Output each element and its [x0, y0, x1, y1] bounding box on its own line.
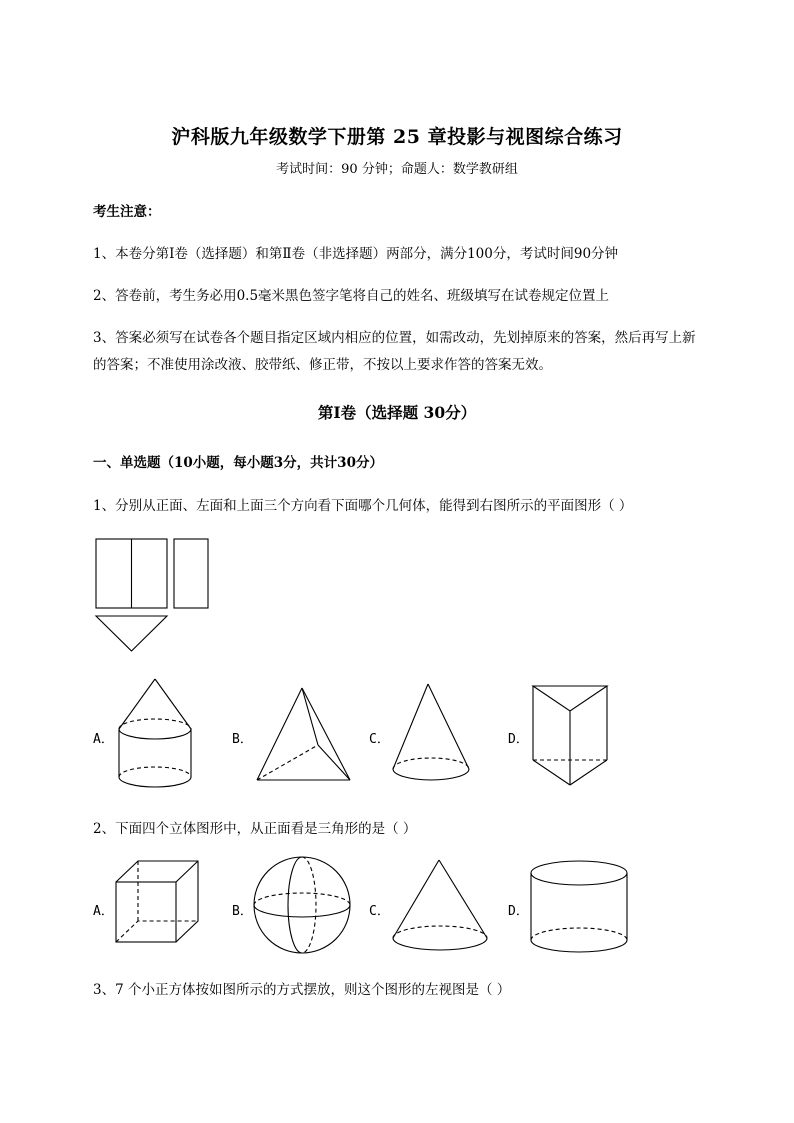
q1-option-c-label[interactable]: C．	[369, 732, 390, 747]
page-title: 沪科版九年级数学下册第 25 章投影与视图综合练习	[171, 126, 623, 148]
q1-option-d-label[interactable]: D．	[508, 732, 529, 747]
notice-heading: 考生注意：	[93, 204, 161, 220]
notice-item-3: 3、答案必须写在试卷各个题目指定区域内相应的位置，如需改动，先划掉原来的答案，然后再写上新	[93, 330, 696, 346]
question-1-text: 1、分别从正面、左面和上面三个方向看下面哪个几何体，能得到右图所示的平面图形（ ）	[93, 498, 633, 514]
notice-item-2: 2、答卷前，考生务必用0.5毫米黑色签字笔将自己的姓名、班级填写在试卷规定位置上	[93, 288, 610, 304]
q1-option-b-label[interactable]: B．	[232, 732, 253, 747]
q1-option-a-label[interactable]: A．	[93, 732, 114, 747]
question-2-text: 2、下面四个立体图形中，从正面看是三角形的是（ ）	[93, 821, 417, 837]
part-title: 一、单选题（10小题，每小题3分，共计30分）	[93, 455, 383, 471]
notice-item-1: 1、本卷分第Ⅰ卷（选择题）和第Ⅱ卷（非选择题）两部分，满分100分，考试时间90分钟	[93, 246, 619, 262]
q2-option-c-label[interactable]: C．	[369, 904, 390, 919]
q2-option-b-label[interactable]: B．	[232, 904, 253, 919]
exam-info: 考试时间：90 分钟；命题人：数学教研组	[276, 162, 518, 177]
section-title: 第Ⅰ卷（选择题 30分）	[317, 403, 477, 422]
notice-item-3-cont: 的答案；不准使用涂改液、胶带纸、修正带，不按以上要求作答的答案无效。	[93, 357, 552, 373]
q2-option-d-label[interactable]: D．	[508, 904, 529, 919]
q2-option-a-label[interactable]: A．	[93, 904, 114, 919]
question-3-text: 3、7 个小正方体按如图所示的方式摆放，则这个图形的左视图是（ ）	[93, 982, 511, 998]
